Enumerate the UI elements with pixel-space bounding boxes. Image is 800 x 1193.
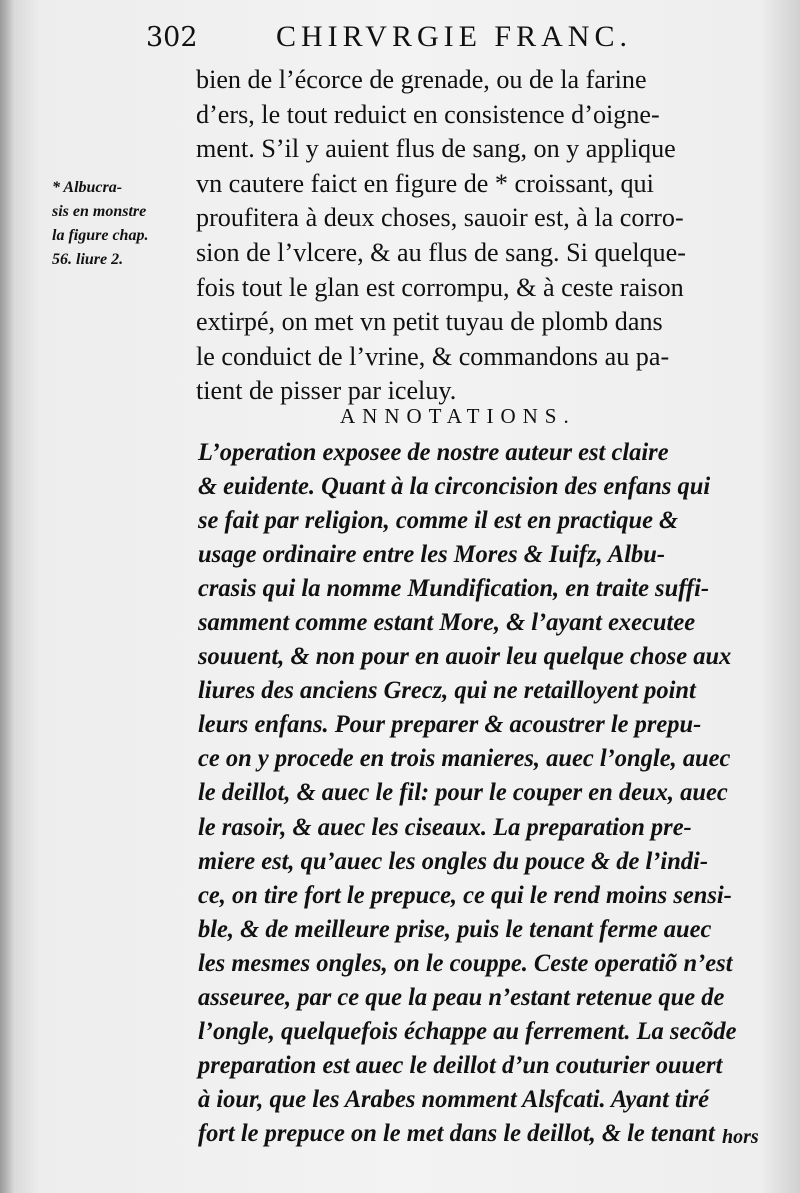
text-line: vn cautere faict en figure de * croissant, qui [196,167,654,198]
show-through-ink [60,360,180,520]
annotation-line: preparation est auec le deillot d’un couturier ouuert [198,1051,723,1079]
text-line: fois tout le glan est corrompu, & à ceste raison [196,271,684,302]
running-title: CHIRVRGIE FRANC. [276,20,632,53]
annotation-line: samment comme estant More, & l’ayant executee [198,609,696,637]
annotation-line: L’operation exposee de nostre auteur est claire [198,439,669,466]
page-header [146,18,766,58]
catchword: hors [722,1126,759,1148]
gutter-shadow [0,0,14,1193]
text-line: bien de l’écorce de grenade, ou de la farine [196,64,647,94]
marginal-note [52,176,192,272]
annotation-text [198,436,778,1151]
annotation-line: se fait par religion, comme il est en practique & [198,507,679,535]
text-line: d’ers, le tout reduict en consistence d’oigne- [196,98,660,129]
text-line: tient de pisser par iceluy. [196,375,457,406]
marginal-note-line: * Albucra- [52,179,123,196]
main-text [196,62,776,408]
annotation-line: ble, & de meilleure prise, puis le tenant ferme auec [198,915,712,943]
text-line: le conduict de l’vrine, & commandons au pa- [196,340,670,371]
marginal-note-line: sis en monstre [52,203,147,220]
annotation-line: fort le prepuce on le met dans le deillot, & le tenant [198,1119,715,1147]
annotation-line: ce on y procede en trois manieres, auec l’ongle, auec [198,745,731,773]
annotation-line: crasis qui la nomme Mundification, en traite suffi- [198,575,710,603]
marginal-note-line: la figure chap. [52,227,149,244]
annotation-line: souuent, & non pour en auoir leu quelque chose aux [198,643,732,671]
text-line: sion de l’vlcere, & au flus de sang. Si quelque- [196,236,686,267]
section-heading: ANNOTATIONS. [340,404,576,428]
text-line: ment. S’il y auient flus de sang, on y applique [196,133,676,164]
annotation-line: le rasoir, & auec les ciseaux. La preparation pre- [198,813,692,841]
annotation-line: l’ongle, quelquefois échappe au ferrement. La secõde [198,1017,737,1045]
annotation-line: miere est, qu’auec les ongles du pouce & de l’indi- [198,847,709,875]
annotation-line: asseuree, par ce que la peau n’estant retenue que de [198,983,725,1011]
text-line: proufitera à deux choses, sauoir est, à la corro- [196,202,684,233]
annotation-line: usage ordinaire entre les Mores & Iuifz, Albu- [198,541,666,569]
marginal-note-line: 56. liure 2. [52,251,124,268]
annotation-line: les mesmes ongles, on le couppe. Ceste operatiõ n’est [198,949,733,977]
annotation-line: leurs enfans. Pour preparer & acoustrer le prepu- [198,711,702,739]
annotation-line: ce, on tire fort le prepuce, ce qui le rend moins sensi- [198,881,732,909]
annotation-line: & euidente. Quant à la circoncision des enfans qui [198,473,711,501]
page-number: 302 [146,22,198,53]
annotation-line: liures des anciens Grecz, qui ne retailloyent point [198,677,696,705]
annotation-line: à iour, que les Arabes nomment Alsfcati. Ayant tiré [198,1085,710,1113]
text-line: extirpé, on met vn petit tuyau de plomb dans [196,306,663,337]
annotation-line: le deillot, & auec le fil: pour le couper en deux, auec [198,779,728,807]
